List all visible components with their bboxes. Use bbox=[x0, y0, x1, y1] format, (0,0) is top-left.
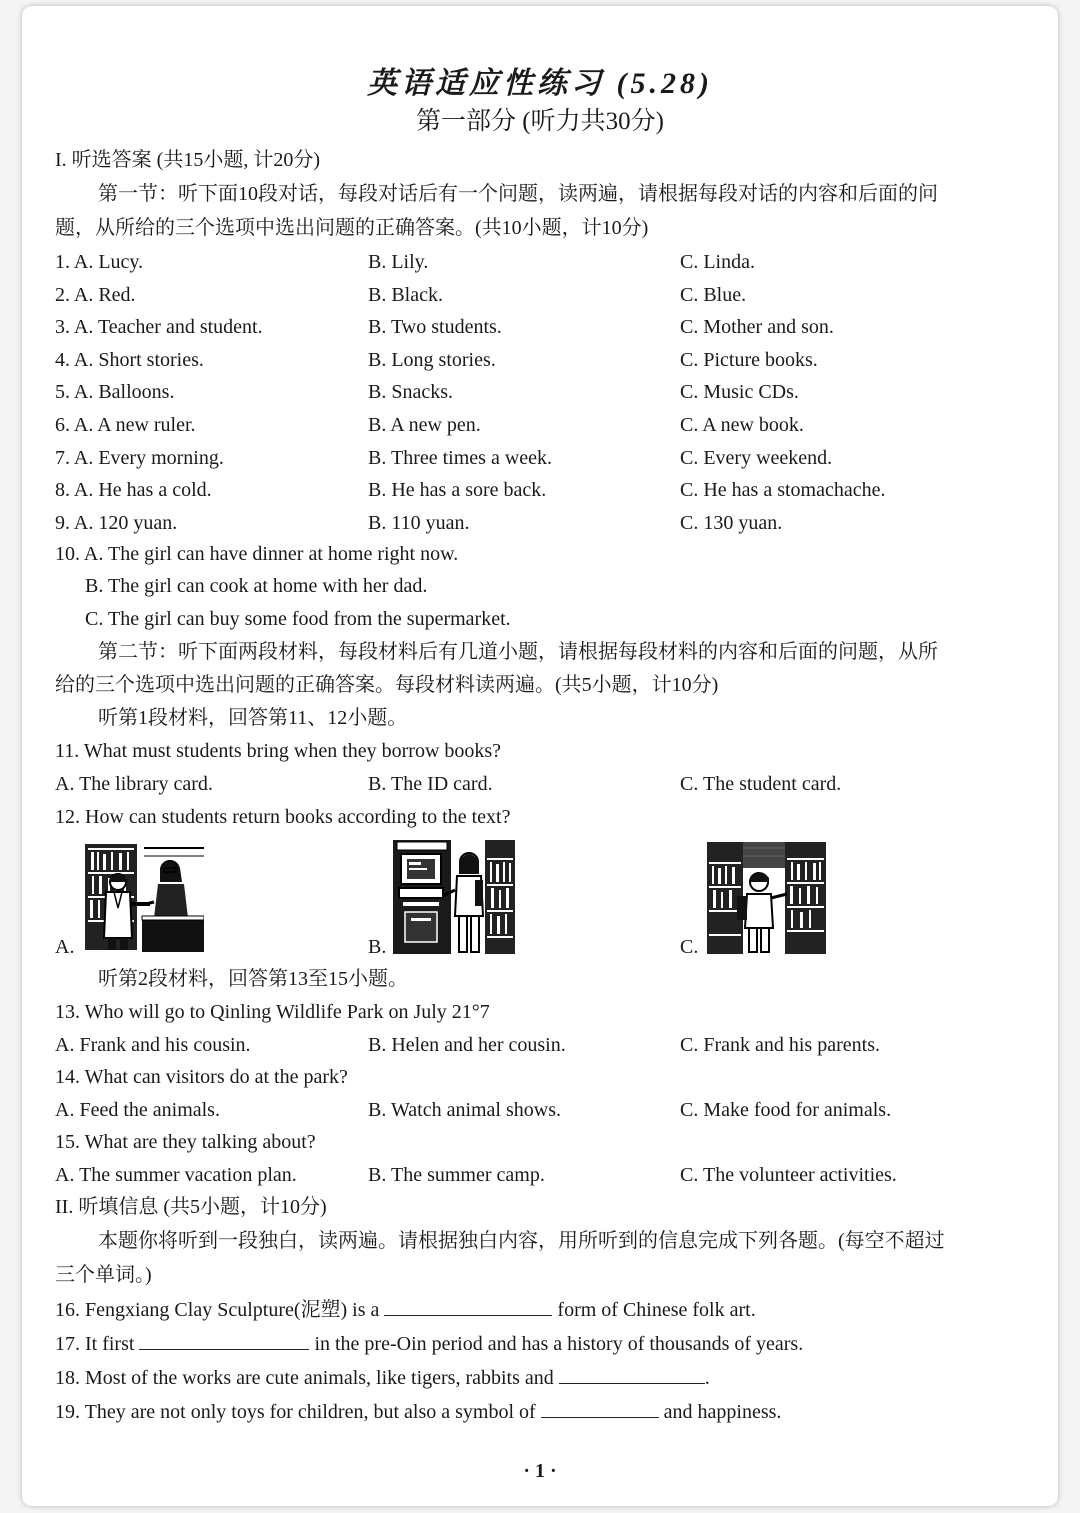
q11-question: 11. What must students bring when they borrow books? bbox=[55, 740, 502, 762]
q13-option-c: C. Frank and his parents. bbox=[680, 1034, 880, 1056]
q18-line bbox=[55, 1365, 710, 1391]
q1-option-a: 1. A. Lucy. bbox=[55, 251, 144, 273]
section2-intro-line1: 本题你将听到一段独白，读两遍。请根据独白内容，用所听到的信息完成下列各题。(每空不超过 bbox=[98, 1230, 945, 1252]
q16-line bbox=[55, 1297, 756, 1323]
q18-suffix: . bbox=[704, 1367, 710, 1389]
q3-option-a: 3. A. Teacher and student. bbox=[55, 316, 263, 338]
part2-instructions-line2: 给的三个选项中选出问题的正确答案。每段材料读两遍。(共5小题，计10分) bbox=[55, 674, 719, 696]
section2-intro-line2: 三个单词。) bbox=[55, 1264, 152, 1286]
q11-option-b: B. The ID card. bbox=[368, 773, 493, 795]
librarian-desk-picture bbox=[84, 842, 204, 952]
q19-suffix: and happiness. bbox=[663, 1401, 782, 1423]
q15-option-c: C. The volunteer activities. bbox=[680, 1164, 897, 1186]
part1-instructions-line2: 题，从所给的三个选项中选出问题的正确答案。(共10小题，计10分) bbox=[55, 217, 649, 239]
q2-option-b: B. Black. bbox=[368, 284, 443, 306]
q4-option-b: B. Long stories. bbox=[368, 349, 496, 371]
part-subtitle: 第一部分 (听力共30分) bbox=[416, 108, 664, 135]
q4-option-c: C. Picture books. bbox=[680, 349, 818, 371]
q8-option-c: C. He has a stomachache. bbox=[680, 479, 886, 501]
q13-option-a: A. Frank and his cousin. bbox=[55, 1034, 251, 1056]
section1-heading: I. 听选答案 (共15小题, 计20分) bbox=[55, 149, 320, 171]
q15-option-a: A. The summer vacation plan. bbox=[55, 1164, 297, 1186]
part2-instructions-line1: 第二节：听下面两段材料，每段材料后有几道小题，请根据每段材料的内容和后面的问题，从所 bbox=[98, 641, 938, 663]
q11-option-c: C. The student card. bbox=[680, 773, 842, 795]
q15-question: 15. What are they talking about? bbox=[55, 1131, 316, 1153]
q15-option-b: B. The summer camp. bbox=[368, 1164, 545, 1186]
q8-option-b: B. He has a sore back. bbox=[368, 479, 547, 501]
q7-option-b: B. Three times a week. bbox=[368, 447, 553, 469]
q5-option-b: B. Snacks. bbox=[368, 381, 453, 403]
q6-option-a: 6. A. A new ruler. bbox=[55, 414, 196, 436]
q9-option-a: 9. A. 120 yuan. bbox=[55, 512, 178, 534]
q2-option-a: 2. A. Red. bbox=[55, 284, 136, 306]
q16-suffix: form of Chinese folk art. bbox=[557, 1299, 756, 1321]
page-number: · 1 · bbox=[523, 1460, 557, 1482]
q19-blank[interactable] bbox=[541, 1399, 659, 1418]
q12-option-a-label: A. bbox=[55, 936, 75, 958]
q19-prefix: 19. They are not only toys for children, but also a symbol of bbox=[55, 1401, 536, 1423]
part1-instructions-line1: 第一节：听下面10段对话，每段对话后有一个问题，读两遍，请根据每段对话的内容和后面的问 bbox=[98, 183, 938, 205]
q2-option-c: C. Blue. bbox=[680, 284, 747, 306]
q1-option-b: B. Lily. bbox=[368, 251, 429, 273]
q14-option-c: C. Make food for animals. bbox=[680, 1099, 892, 1121]
q10-option-a: 10. A. The girl can have dinner at home right now. bbox=[55, 543, 459, 565]
q12-option-b-label: B. bbox=[368, 936, 387, 958]
q9-option-b: B. 110 yuan. bbox=[368, 512, 470, 534]
section2-heading: II. 听填信息 (共5小题，计10分) bbox=[55, 1196, 327, 1218]
q14-question: 14. What can visitors do at the park? bbox=[55, 1066, 348, 1088]
q5-option-c: C. Music CDs. bbox=[680, 381, 799, 403]
material1-label: 听第1段材料，回答第11、12小题。 bbox=[98, 707, 408, 729]
q10-option-c: C. The girl can buy some food from the supermarket. bbox=[85, 608, 511, 630]
q17-prefix: 17. It first bbox=[55, 1333, 135, 1355]
self-service-machine-picture bbox=[393, 840, 515, 954]
q17-suffix: in the pre-Oin period and has a history of thousands of years. bbox=[314, 1333, 804, 1355]
q16-prefix: 16. Fengxiang Clay Sculpture(泥塑) is a bbox=[55, 1299, 380, 1321]
q12-option-c-label: C. bbox=[680, 936, 699, 958]
q3-option-b: B. Two students. bbox=[368, 316, 502, 338]
q19-line bbox=[55, 1399, 781, 1425]
q17-line bbox=[55, 1331, 803, 1357]
q13-question: 13. Who will go to Qinling Wildlife Park on July 21°7 bbox=[55, 1001, 490, 1023]
bookshelf-student-picture bbox=[707, 842, 826, 954]
q9-option-c: C. 130 yuan. bbox=[680, 512, 783, 534]
q3-option-c: C. Mother and son. bbox=[680, 316, 834, 338]
material2-label: 听第2段材料，回答第13至15小题。 bbox=[98, 968, 408, 990]
q4-option-a: 4. A. Short stories. bbox=[55, 349, 204, 371]
q13-option-b: B. Helen and her cousin. bbox=[368, 1034, 566, 1056]
q6-option-c: C. A new book. bbox=[680, 414, 804, 436]
q10-option-b: B. The girl can cook at home with her dad. bbox=[85, 575, 428, 597]
q5-option-a: 5. A. Balloons. bbox=[55, 381, 175, 403]
q7-option-c: C. Every weekend. bbox=[680, 447, 833, 469]
q14-option-a: A. Feed the animals. bbox=[55, 1099, 220, 1121]
q1-option-c: C. Linda. bbox=[680, 251, 755, 273]
q6-option-b: B. A new pen. bbox=[368, 414, 481, 436]
q18-blank[interactable] bbox=[559, 1365, 705, 1384]
q16-blank[interactable] bbox=[384, 1297, 552, 1316]
q7-option-a: 7. A. Every morning. bbox=[55, 447, 224, 469]
q11-option-a: A. The library card. bbox=[55, 773, 213, 795]
q14-option-b: B. Watch animal shows. bbox=[368, 1099, 561, 1121]
page-title: 英语适应性练习 (5.28) bbox=[367, 67, 713, 100]
q12-question: 12. How can students return books according to the text? bbox=[55, 806, 511, 828]
q18-prefix: 18. Most of the works are cute animals, like tigers, rabbits and bbox=[55, 1367, 554, 1389]
q8-option-a: 8. A. He has a cold. bbox=[55, 479, 212, 501]
q17-blank[interactable] bbox=[139, 1331, 309, 1350]
